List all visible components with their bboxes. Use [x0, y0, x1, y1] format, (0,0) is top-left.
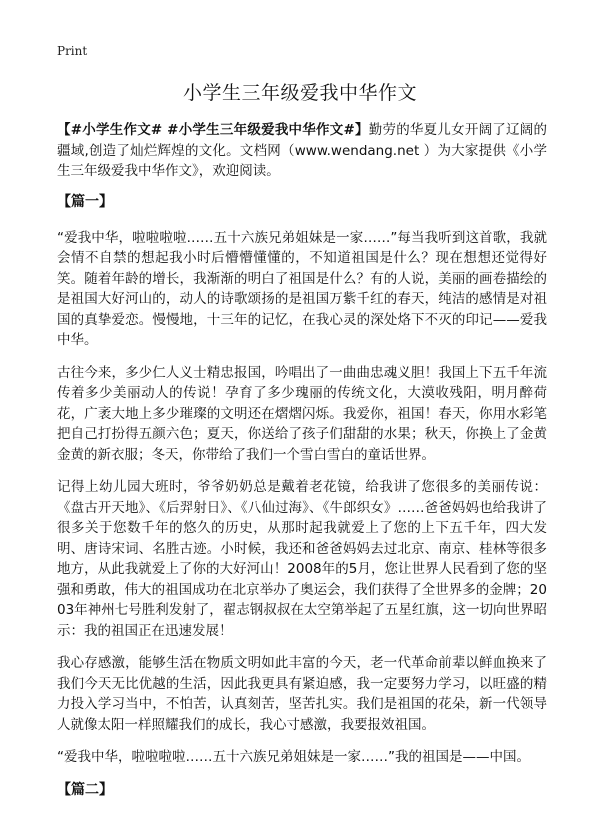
document-title: 小学生三年级爱我中华作文 — [182, 82, 417, 104]
intro-text: 勤劳的华夏儿女开阔了辽阔的疆域,创造了灿烂辉煌的文化。文档网（www.wendang.net ）为大家提供《小学生三年级爱我中华作文》，欢迎阅读。 — [57, 122, 547, 179]
body-paragraph-1: “爱我中华，啦啦啦啦……五十六族兄弟姐妹是一家……”每当我听到这首歌，我就会情不自禁的想起我小时后懵懵懂懂的，不知道祖国是什么？现在想想还觉得好笑。随着年龄的增长，我渐渐的明白了祖国是什么？有的人说，美丽的画卷描绘的是祖国大好河山的，动人的诗歌颂扬的是祖国万紫千红的春天，纯洁的感情是对祖国的真挚爱恋。慢慢地，十三年的记忆，在我心灵的深处烙下不灭的印记——爱我中华。 — [57, 229, 547, 348]
body-paragraph-4: 我心存感激，能够生活在物质文明如此丰富的今天，老一代革命前辈以鲜血换来了我们今天无比优越的生活，因此我更具有紧迫感，我一定要努力学习，以旺盛的精力投入学习当中，不怕苦，认真刻苦，坚苦扎实。我们是祖国的花朵，新一代领导人就像太阳一样照耀我们的成长，我心寸感激，我要报效祖国。 — [57, 655, 547, 733]
print-link[interactable]: Print — [57, 44, 88, 58]
section-heading-1: 【篇一】 — [57, 193, 113, 210]
intro-tags: 【#小学生作文# #小学生三年级爱我中华作文#】 — [57, 122, 369, 138]
section-heading-2: 【篇二】 — [57, 781, 113, 798]
body-paragraph-5: “爱我中华，啦啦啦啦……五十六族兄弟姐妹是一家……”我的祖国是——中国。 — [57, 749, 530, 765]
body-paragraph-3: 记得上幼儿园大班时，爷爷奶奶总是戴着老花镜，给我讲了您很多的美丽传说：《盘古开天地》、《后羿射日》、《八仙过海》、《牛郎织女》……爸爸妈妈也给我讲了很多关于您数千年的悠久的历史，从那时起我就爱上了您的上下五千年，四大发明、唐诗宋词、名胜古迹。小时候，我还和爸爸妈妈去过北京、南京、桂林等很多地方，从此我就爱上了你的大好河山！2008年的5月，您让世界人民看到了您的坚强和勇敢，伟大的祖国成功在北京举办了奥运会，我们获得了全世界多的金牌；2003年神州七号胜利发射了，翟志钢叔叔在太空第举起了五星红旗，这一切向世界昭示：我的祖国正在迅速发展！ — [57, 479, 547, 639]
document-body — [57, 120, 547, 816]
body-paragraph-2: 古往今来，多少仁人义士精忠报国，吟唱出了一曲曲忠魂义胆！我国上下五千年流传着多少美丽动人的传说！孕育了多少瑰丽的传统文化，大漠收残阳，明月醉荷花，广袤大地上多少璀璨的文明还在熠熠闪烁。我爱你，祖国！春天，你用水彩笔把自己打扮得五颜六色；夏天，你送给了孩子们甜甜的水果；秋天，你换上了金黄金黄的新衣服；冬天，你带给了我们一个雪白雪白的童话世界。 — [57, 364, 547, 463]
intro-paragraph — [57, 120, 547, 182]
